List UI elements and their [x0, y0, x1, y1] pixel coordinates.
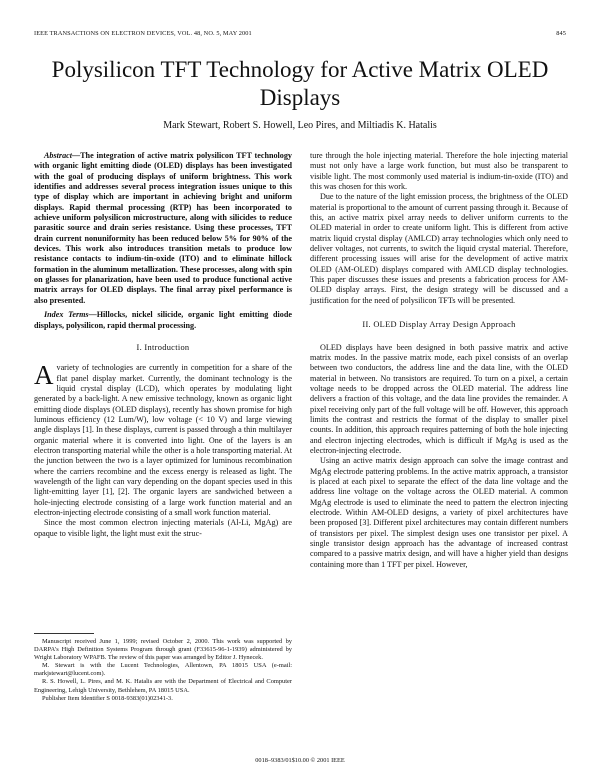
footnote-publisher-id: Publisher Item Identifier S 0018-9383(01)02341-3. [42, 694, 173, 702]
copyright-footer: 0018–9383/01$10.00 © 2001 IEEE [255, 757, 345, 764]
index-terms-text: Hillocks, nickel silicide, organic light emitting diode displays, polysilicon, rapid thermal processing. [34, 310, 292, 330]
abstract-text: The integration of active matrix polysilicon TFT technology with organic light emitting diode (OLED) displays has been investigated with the goal of producing displays of uniform brightness. This work identifies and addresses several process integration issues unique to this type of display which are important in achieving bright and uniform displays. Rapid thermal processing (RTP) has been incorporated to achieve uniform polysilicon microstructure, along with silicides to reduce parasitic source and drain series resistance. Using these processes, TFT drain current nonuniformity has been reduced below 5% for 90% of the devices. This work also introduces transition metals to produce low resistance contacts to indium-tin-oxide (ITO) and to eliminate hillock formation in the aluminum metallization. These processes, along with spin on glasses for planarization, have been used to produce functional active matrix arrays for OLED displays. The final array pixel performance is also presented. [34, 151, 292, 305]
paper-title: Polysilicon TFT Technology for Active Matrix OLED Displays [51, 57, 549, 110]
right-paragraph-1: ture through the hole injecting material. Therefore the hole injecting material must not only have a large work function, but must also be transparent to visible light. The most commonly used material is indium-tin-oxide (ITO) and this was chosen for this work. [310, 151, 568, 192]
footnotes [34, 633, 292, 703]
intro-paragraph-1-text: variety of technologies are currently in competition for a share of the flat panel display market. Currently, the dominant technology is the liquid crystal display (LCD), which operates by modulating light generated by a back-light. A new emissive technology, known as organic light emitting diode displays (OLED displays), recently has shown promise for high luminous efficiency (12 Lum/W), low voltage (< 10 V) and large viewing angle displays [1]. In these displays, current is passed through a thin multilayer organic material where it is converted into light. One of the layers is an electron transporting material while the other is a hole transporting material. At the junction between the two is a layer optimized for luminous recombination where the carriers recombine and the excess energy is released as light. The wavelength of the light can vary depending on the dopant species used in this light-emitting layer [1], [2]. The organic layers are sandwiched between a hole-injecting electrode consisting of a large work function material and an electron-injecting electrode consisting of a small work function material. [34, 363, 292, 517]
abstract-lead: Abstract— [44, 151, 81, 160]
right-paragraph-4: Using an active matrix design approach can solve the image contrast and MgAg electrode pattering problems. In the active matrix approach, a transistor is placed at each pixel to separate the effect of the data line voltage and the address line voltage on the voltage across the OLED material. A common MgAg electrode is used to eliminate the need to pattern the electron injecting electrode. Within AM-OLED designs, a variety of pixel architectures have been proposed [3]. Different pixel architectures may contain different numbers of transistors per pixel. The simplest design uses one transistor per pixel. A single transistor design approach has the advantage of increased contrast compared to a passive matrix design, and will have a higher yield than designs containing more than 1 TFT per pixel. However, [310, 456, 568, 569]
footnote-stewart: M. Stewart is with the Lucent Technologies, Allentown, PA 18015 USA (e-mail: markjstewart@lucent.com). [34, 662, 292, 678]
abstract [34, 151, 292, 306]
running-header [34, 30, 566, 40]
drop-cap: A [34, 360, 54, 391]
page-number: 845 [556, 30, 566, 37]
journal-citation: IEEE TRANSACTIONS ON ELECTRON DEVICES, VOL. 48, NO. 5, MAY 2001 [34, 30, 252, 37]
index-terms-lead: Index Terms— [44, 310, 97, 320]
footnote-manuscript: Manuscript received June 1, 1999; revised October 2, 2000. This work was supported by DARPA's High Definition Systems Program through grant (F33615-96-1-1939) administered by Wright Laboratory WPAFB. The review of this paper was arranged by Editor J. Hynecek. [34, 638, 292, 662]
right-column [310, 151, 568, 570]
author-list: Mark Stewart, Robert S. Howell, Leo Pires, and Miltiadis K. Hatalis [163, 120, 437, 131]
right-paragraph-2: Due to the nature of the light emission process, the brightness of the OLED material is proportional to the amount of current passing through it. Because of this, an active matrix pixel array needs to deliver uniform currents to the OLED material in order to create uniform light. This is different from active matrix liquid crystal display (AMLCD) array technologies which only need to deliver voltages, not currents, to switch the liquid crystal material. Therefore, different processing issues will arise for the development of active matrix OLED (AM-OLED) displays compared with AMLCD display technologies. This paper discusses these issues and presents a fabrication process for AM-OLED display arrays. First, the design strategy will be discussed and a justification for the need of polysilicon TFTs will be presented. [310, 192, 568, 305]
section-heading-oled-design: II. OLED Display Array Design Approach [362, 320, 516, 330]
index-terms [34, 310, 292, 331]
right-paragraph-3: OLED displays have been designed in both passive matrix and active matrix modes. In the passive matrix mode, each pixel consists of an overlap between two conductors, the address line and the data line, with the OLED material in between. No transistors are required. To turn on a pixel, a certain voltage needs to be dropped across the OLED material. The address line delivers a fraction of this voltage, and the data line provides the remainder. A pixel receiving only part of the full voltage will be off. However, this approach limits the contrast and restricts the format of the display to smaller pixel counts. In addition, this approach requires patterning of both the hole injecting and electron injecting electrodes, which is difficult if MgAg is used as the electron-injecting electrode. [310, 342, 568, 455]
intro-paragraph-2: Since the most common electron injecting materials (Al-Li, MgAg) are opaque to visible light, the light must exit the struc- [34, 518, 292, 538]
left-column [34, 151, 292, 539]
footnote-rule [34, 633, 94, 634]
section-heading-introduction: I. Introduction [136, 342, 190, 352]
intro-paragraph-1 [34, 360, 292, 518]
footnote-coauthors: R. S. Howell, L. Pires, and M. K. Hatalis are with the Department of Electrical and Computer Engineering, Lehigh University, Bethlehem, PA 18015 USA. [34, 678, 292, 694]
